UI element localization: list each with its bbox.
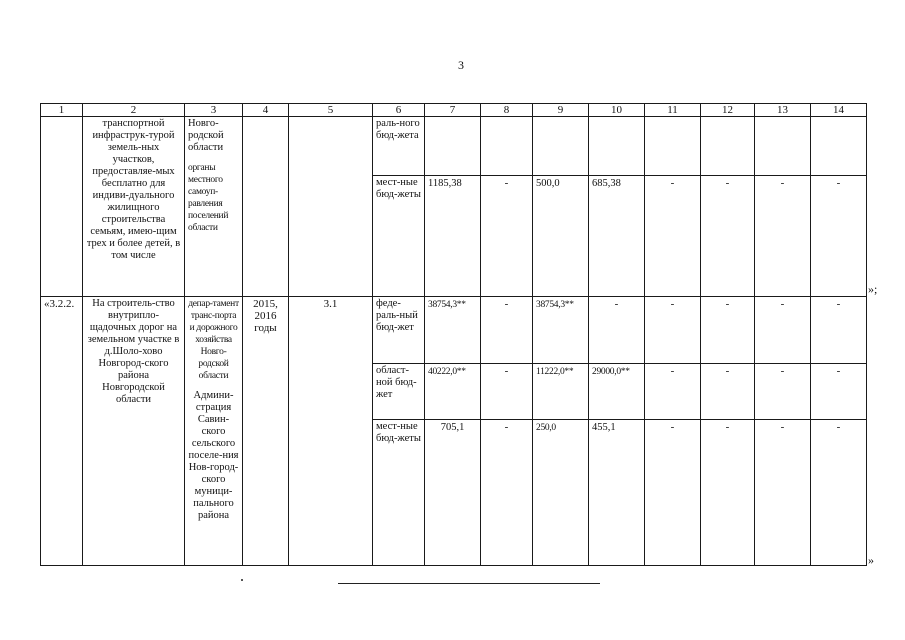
scan-speck xyxy=(241,579,243,581)
header-cell: 6 xyxy=(373,104,425,117)
header-row xyxy=(41,104,867,117)
value-cell: - xyxy=(645,176,701,297)
value-cell: - xyxy=(811,297,867,364)
row-a-period xyxy=(243,117,289,297)
header-cell: 8 xyxy=(481,104,533,117)
value-cell: - xyxy=(481,297,533,364)
value-cell: - xyxy=(701,364,755,420)
footer-rule xyxy=(338,583,600,584)
value-cell: - xyxy=(755,420,811,566)
row-b-source-1: феде-раль-ный бюд-жет xyxy=(373,297,425,364)
value-cell: 500,0 xyxy=(533,176,589,297)
header-cell: 11 xyxy=(645,104,701,117)
value-cell: - xyxy=(755,297,811,364)
value-cell: 11222,0** xyxy=(533,364,589,420)
row-a-closing-quote: »; xyxy=(868,282,878,296)
value-cell xyxy=(533,117,589,176)
value-cell: 38754,3** xyxy=(533,297,589,364)
row-a-description: транспортной инфраструк-турой земель-ных участков, предоставляе-мых бесплатно для индиви-дуального жилищного строительства семьям, имею-щим трех и более детей, в том числе xyxy=(83,117,185,297)
value-cell: 250,0 xyxy=(533,420,589,566)
header-cell: 13 xyxy=(755,104,811,117)
value-cell xyxy=(425,117,481,176)
row-b-target: 3.1 xyxy=(289,297,373,566)
header-cell: 1 xyxy=(41,104,83,117)
budget-table xyxy=(40,103,867,566)
value-cell: 685,38 xyxy=(589,176,645,297)
table-row xyxy=(41,117,867,176)
value-cell: - xyxy=(755,364,811,420)
value-cell xyxy=(589,117,645,176)
row-b-executor-part2: Админи-страция Савин-ского сельского поселе-ния Нов-город-ского муници-пального района xyxy=(188,390,239,521)
value-cell: - xyxy=(701,176,755,297)
value-cell: 40222,0** xyxy=(425,364,481,420)
value-cell: - xyxy=(481,176,533,297)
row-a-executor-part2: органы местного самоуп-равления поселений области xyxy=(188,163,229,233)
value-cell: 29000,0** xyxy=(589,364,645,420)
value-cell: 455,1 xyxy=(589,420,645,566)
row-b-number: «3.2.2. xyxy=(41,297,83,566)
value-cell xyxy=(755,117,811,176)
value-cell xyxy=(701,117,755,176)
row-b-executor xyxy=(185,297,243,566)
value-cell: - xyxy=(481,364,533,420)
table-row xyxy=(41,297,867,364)
page-number: 3 xyxy=(458,58,464,72)
header-cell: 3 xyxy=(185,104,243,117)
row-a-executor-part1: Новго-родской области xyxy=(188,118,224,153)
row-a-source-1: раль-ного бюд-жета xyxy=(373,117,425,176)
header-cell: 9 xyxy=(533,104,589,117)
value-cell: - xyxy=(811,364,867,420)
value-cell: - xyxy=(645,297,701,364)
header-cell: 5 xyxy=(289,104,373,117)
row-b-description: На строитель-ство внутрипло-щадочных дорог на земельном участке в д.Шоло-хово Новгород-ского района Новгородской области xyxy=(83,297,185,566)
header-cell: 10 xyxy=(589,104,645,117)
value-cell: 705,1 xyxy=(425,420,481,566)
header-cell: 7 xyxy=(425,104,481,117)
value-cell: - xyxy=(589,297,645,364)
value-cell xyxy=(645,117,701,176)
header-cell: 2 xyxy=(83,104,185,117)
value-cell: - xyxy=(701,297,755,364)
value-cell: - xyxy=(755,176,811,297)
row-a-number xyxy=(41,117,83,297)
value-cell xyxy=(481,117,533,176)
header-cell: 12 xyxy=(701,104,755,117)
header-cell: 14 xyxy=(811,104,867,117)
value-cell xyxy=(811,117,867,176)
value-cell: 38754,3** xyxy=(425,297,481,364)
row-b-closing-quote: » xyxy=(868,553,874,567)
value-cell: 1185,38 xyxy=(425,176,481,297)
value-cell: - xyxy=(481,420,533,566)
row-b-source-2: област-ной бюд-жет xyxy=(373,364,425,420)
value-cell: - xyxy=(645,420,701,566)
header-cell: 4 xyxy=(243,104,289,117)
row-a-source-2: мест-ные бюд-жеты xyxy=(373,176,425,297)
value-cell: - xyxy=(645,364,701,420)
row-b-period: 2015, 2016 годы xyxy=(243,297,289,566)
row-a-target xyxy=(289,117,373,297)
row-a-executor xyxy=(185,117,243,297)
value-cell: - xyxy=(811,176,867,297)
value-cell: - xyxy=(701,420,755,566)
value-cell: - xyxy=(811,420,867,566)
row-b-executor-part1: депар-тамент транс-порта и дорожного хозяйства Новго-родской области xyxy=(188,299,239,381)
row-b-source-3: мест-ные бюд-жеты xyxy=(373,420,425,566)
